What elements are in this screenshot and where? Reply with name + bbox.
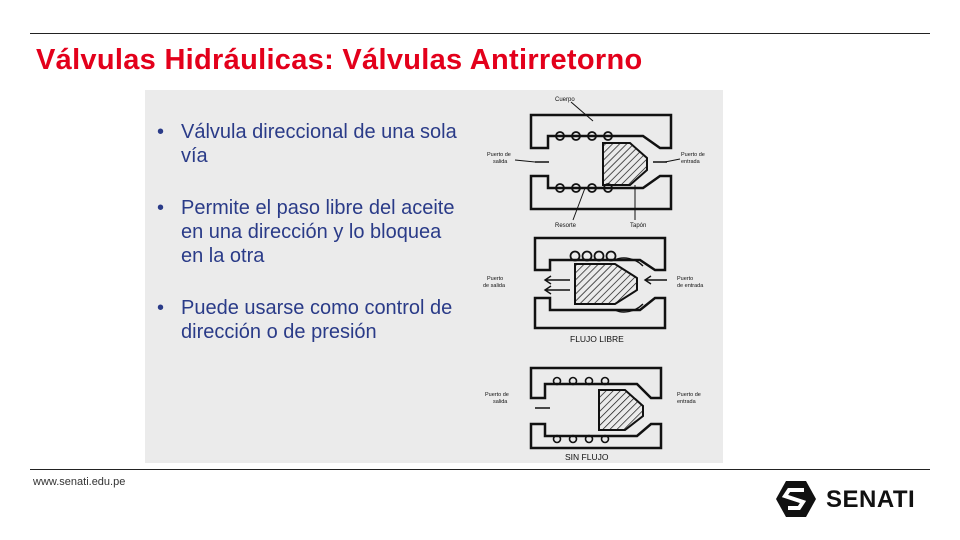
- bullet-list: [145, 120, 465, 372]
- bullet-text: Válvula direccional de una sola vía: [181, 121, 457, 167]
- bullet-item: [145, 196, 465, 268]
- caption-flujo-libre: FLUJO LIBRE: [570, 334, 624, 344]
- check-valve-diagram: [475, 90, 723, 463]
- content-image-panel: [145, 90, 723, 463]
- senati-emblem-icon: [776, 481, 816, 517]
- footer-url: www.senati.edu.pe: [33, 476, 126, 488]
- label-puerto-salida-3: Puerto de salida: [485, 392, 509, 405]
- caption-sin-flujo: SIN FLUJO: [565, 452, 609, 462]
- valve-1-poppet: [603, 143, 647, 185]
- senati-logo: [776, 481, 936, 517]
- bullet-item: [145, 120, 465, 168]
- label-resorte: Resorte: [555, 223, 577, 229]
- slide-title: Válvulas Hidráulicas: Válvulas Antirretorno: [36, 44, 643, 76]
- label-puerto-salida-2: Puerto de salida: [483, 276, 506, 289]
- label-tapon: Tapón: [630, 223, 647, 229]
- bullet-dot-icon: •: [157, 297, 165, 319]
- label-puerto-entrada-3: Puerto de entrada: [677, 392, 701, 405]
- senati-logo-text: SENATI: [826, 486, 916, 513]
- bullet-text: Puede usarse como control de dirección o de presión: [181, 297, 453, 343]
- bullet-dot-icon: •: [157, 121, 165, 143]
- valve-diagram-body: [531, 115, 671, 209]
- label-puerto-entrada-2: Puerto de entrada: [677, 276, 704, 289]
- valve-2-poppet: [575, 264, 637, 304]
- top-rule: [30, 33, 930, 34]
- label-cuerpo: Cuerpo: [555, 97, 575, 103]
- bullet-dot-icon: •: [157, 197, 165, 219]
- label-puerto-entrada: Puerto de entrada: [681, 152, 705, 165]
- bottom-rule: [30, 469, 930, 470]
- label-puerto-salida: Puerto de salida: [487, 152, 511, 165]
- valve-3-poppet: [599, 390, 643, 430]
- bullet-item: [145, 296, 465, 344]
- bullet-text: Permite el paso libre del aceite en una dirección y lo bloquea en la otra: [181, 197, 455, 267]
